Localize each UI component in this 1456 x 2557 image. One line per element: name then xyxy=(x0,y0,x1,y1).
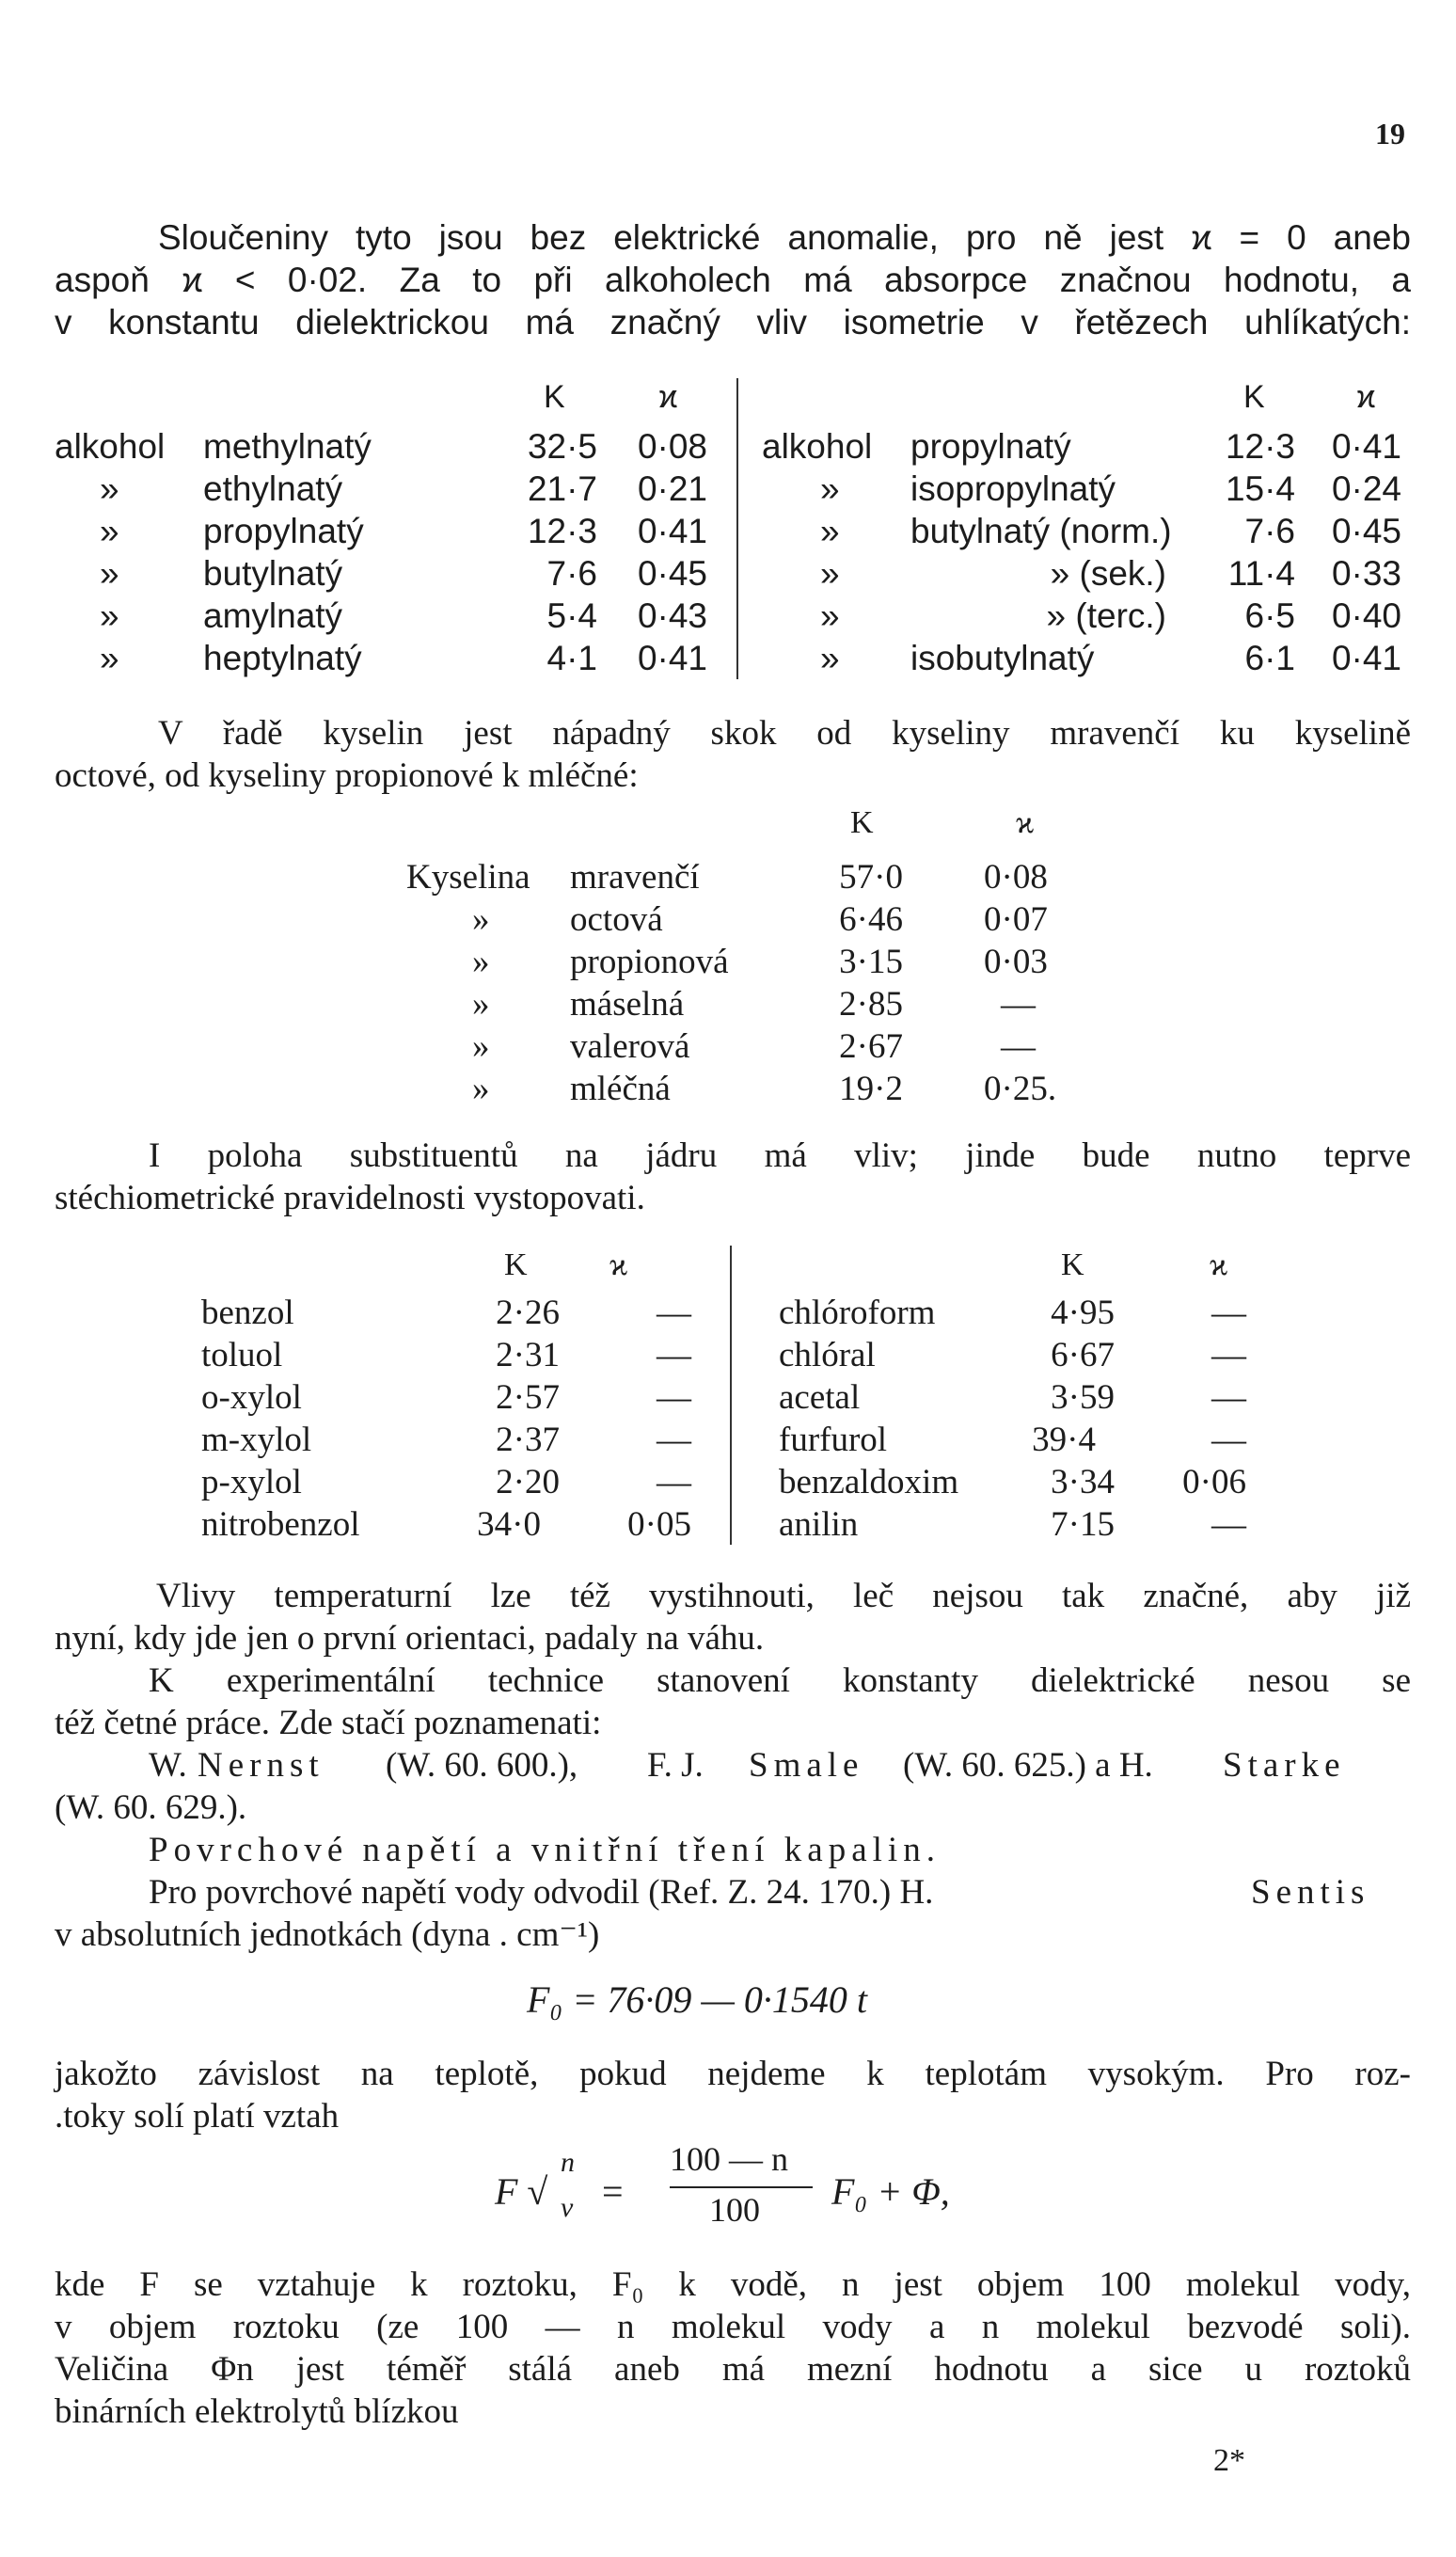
row-kappa: 0·45 xyxy=(637,554,707,593)
row-k: 34·0 xyxy=(477,1505,541,1544)
row-name: ethylnatý xyxy=(203,469,343,508)
row-name: butylnatý (norm.) xyxy=(910,512,1172,550)
row-kappa: 0·41 xyxy=(1331,427,1401,466)
row-prefix: alkohol xyxy=(762,427,873,466)
row-kappa: 0·08 xyxy=(984,858,1048,897)
row-k: 2·26 xyxy=(496,1294,560,1332)
row-prefix: » xyxy=(100,554,119,593)
subst-line-1: I poloha substituentů na jádru má vliv; jinde bude nutno teprve xyxy=(149,1136,1411,1175)
alcohols-right-col-k: K xyxy=(1243,379,1265,415)
row-kappa: 0·06 xyxy=(1182,1463,1246,1501)
final-line-1: kde F se vztahuje k roztoku, F₀ k vodě, n jest objem 100 molekul vody, xyxy=(55,2265,1411,2304)
surface-line-1: Pro povrchové napětí vody odvodil (Ref. Z. 24. 170.) H. xyxy=(149,1873,934,1912)
acids-intro-line-2: octové, od kyseliny propionové k mléčné: xyxy=(55,756,639,795)
row-kappa: — xyxy=(657,1421,691,1459)
row-k: 12·3 xyxy=(527,512,597,550)
subst-line-2: stéchiometrické pravidelnosti vystopovati. xyxy=(55,1179,645,1217)
row-name: o-xylol xyxy=(201,1378,302,1417)
signature-mark: 2* xyxy=(1213,2443,1245,2478)
row-name: isobutylnatý xyxy=(910,639,1095,677)
row-prefix: » xyxy=(820,469,840,508)
row-kappa: — xyxy=(1001,985,1036,1024)
row-kappa: — xyxy=(1001,1027,1036,1066)
row-prefix: » xyxy=(472,943,490,981)
row-k: 11·4 xyxy=(1227,554,1295,593)
row-k: 2·57 xyxy=(496,1378,560,1417)
row-prefix: » xyxy=(100,512,119,550)
row-prefix: alkohol xyxy=(55,427,166,466)
row-name: propionová xyxy=(570,943,729,981)
row-k: 32·5 xyxy=(527,427,597,466)
aromatics-right-col-k: K xyxy=(1061,1247,1084,1282)
surface-line-2: v absolutních jednotkách (dyna . cm⁻¹) xyxy=(55,1915,600,1954)
row-name: acetal xyxy=(779,1378,861,1417)
technique-line-1: K experimentální technice stanovení konstanty dielektrické nesou se xyxy=(149,1661,1411,1700)
row-k: 21·7 xyxy=(527,469,597,508)
formula2-lhs: F √ xyxy=(495,2170,548,2213)
row-k: 7·6 xyxy=(546,554,597,593)
row-kappa: — xyxy=(1211,1378,1246,1417)
row-prefix: » xyxy=(472,985,490,1024)
ref-2: (W. 60. 625.) a H. xyxy=(903,1746,1153,1785)
row-k: 2·85 xyxy=(839,985,903,1024)
row-name: p-xylol xyxy=(201,1463,302,1501)
aromatics-left-col-k: K xyxy=(504,1247,528,1282)
row-k: 19·2 xyxy=(839,1070,903,1108)
row-kappa: 0·41 xyxy=(637,512,707,550)
row-k: 2·31 xyxy=(496,1336,560,1374)
formula2-rad-num: n xyxy=(561,2147,575,2178)
row-kappa: 0·41 xyxy=(637,639,707,677)
row-kappa: 0·08 xyxy=(637,427,707,466)
final-line-2: v objem roztoku (ze 100 — n molekul vody a n molekul bezvodé soli). xyxy=(55,2308,1411,2346)
row-name: » (sek.) xyxy=(1050,554,1166,593)
row-k: 6·5 xyxy=(1244,596,1295,635)
author-sentis: Sentis xyxy=(1251,1873,1370,1912)
row-kappa: 0·25. xyxy=(984,1070,1057,1108)
row-k: 7·6 xyxy=(1244,512,1295,550)
row-kappa: — xyxy=(1211,1294,1246,1332)
row-prefix: » xyxy=(100,639,119,677)
alcohols-left-col-kappa: ϰ xyxy=(658,379,678,415)
row-k: 3·59 xyxy=(1051,1378,1115,1417)
row-prefix: » xyxy=(100,596,119,635)
row-name: benzaldoxim xyxy=(779,1463,959,1501)
row-name: anilin xyxy=(779,1505,859,1544)
formula2-frac-den: 100 xyxy=(709,2191,760,2229)
row-name: heptylnatý xyxy=(203,639,362,677)
row-k: 6·67 xyxy=(1051,1336,1115,1374)
row-kappa: 0·33 xyxy=(1331,554,1401,593)
row-kappa: — xyxy=(657,1463,691,1501)
row-kappa: 0·05 xyxy=(627,1505,691,1544)
row-prefix: Kyselina xyxy=(406,858,530,897)
relation-line-1: jakožto závislost na teplotě, pokud nejdeme k teplotám vysokým. Pro roz- xyxy=(55,2055,1411,2093)
formula2-frac-num: 100 — n xyxy=(670,2140,788,2178)
row-k: 3·34 xyxy=(1051,1463,1115,1501)
row-prefix: » xyxy=(100,469,119,508)
row-kappa: 0·41 xyxy=(1331,639,1401,677)
aromatics-right-col-kappa: ϰ xyxy=(1210,1247,1228,1282)
row-name: methylnatý xyxy=(203,427,372,466)
temp-line-1: Vlivy temperaturní lze též vystihnouti, leč nejsou tak značné, aby již xyxy=(156,1577,1411,1615)
aromatics-divider xyxy=(730,1246,732,1545)
row-name: isopropylnatý xyxy=(910,469,1116,508)
row-k: 6·1 xyxy=(1244,639,1295,677)
row-prefix: » xyxy=(820,596,840,635)
intro-line-1: Sloučeniny tyto jsou bez elektrické anomalie, pro ně jest ϰ = 0 aneb xyxy=(158,218,1411,257)
row-kappa: — xyxy=(1211,1336,1246,1374)
row-prefix: » xyxy=(820,512,840,550)
row-k: 6·46 xyxy=(839,900,903,939)
row-name: mravenčí xyxy=(570,858,700,897)
acids-col-kappa: ϰ xyxy=(1016,805,1035,840)
ref-1: (W. 60. 600.), xyxy=(386,1746,578,1785)
fraction-bar xyxy=(670,2186,813,2188)
row-k: 39·4 xyxy=(1032,1421,1096,1459)
row-prefix: » xyxy=(472,1027,490,1066)
row-name: propylnatý xyxy=(203,512,364,550)
row-k: 5·4 xyxy=(546,596,597,635)
technique-line-2: též četné práce. Zde stačí poznamenati: xyxy=(55,1704,602,1742)
ref-author-nernst: Nernst xyxy=(198,1746,324,1785)
aromatics-left-col-kappa: ϰ xyxy=(609,1247,628,1282)
row-name: butylnatý xyxy=(203,554,343,593)
intro-line-3: v konstantu dielektrickou má značný vliv isometrie v řetězech uhlíkatých: xyxy=(55,303,1411,341)
page-number: 19 xyxy=(1375,117,1405,151)
ref-3: (W. 60. 629.). xyxy=(55,1788,247,1827)
row-k: 4·1 xyxy=(546,639,597,677)
ref-author-smale: Smale xyxy=(749,1746,864,1785)
row-kappa: 0·45 xyxy=(1331,512,1401,550)
row-kappa: — xyxy=(1211,1421,1246,1459)
row-name: m-xylol xyxy=(201,1421,312,1459)
row-k: 4·95 xyxy=(1051,1294,1115,1332)
row-name: máselná xyxy=(570,985,685,1024)
row-kappa: 0·07 xyxy=(984,900,1048,939)
row-name: toluol xyxy=(201,1336,283,1374)
row-k: 57·0 xyxy=(839,858,903,897)
row-prefix: » xyxy=(472,900,490,939)
row-kappa: 0·03 xyxy=(984,943,1048,981)
row-name: chlóral xyxy=(779,1336,876,1374)
row-name: mléčná xyxy=(570,1070,671,1108)
acids-intro-line-1: V řadě kyselin jest nápadný skok od kyseliny mravenčí ku kyselině xyxy=(158,714,1411,753)
row-name: benzol xyxy=(201,1294,294,1332)
row-prefix: » xyxy=(820,554,840,593)
alcohols-left-col-k: K xyxy=(544,379,565,415)
row-k: 2·37 xyxy=(496,1421,560,1459)
formula2-eq: = xyxy=(602,2170,624,2213)
row-name: valerová xyxy=(570,1027,690,1066)
row-name: furfurol xyxy=(779,1421,888,1459)
row-kappa: — xyxy=(657,1294,691,1332)
row-kappa: 0·43 xyxy=(637,596,707,635)
row-name: amylnatý xyxy=(203,596,343,635)
row-name: chlóroform xyxy=(779,1294,936,1332)
row-kappa: — xyxy=(657,1336,691,1374)
row-kappa: — xyxy=(657,1378,691,1417)
row-name: » (terc.) xyxy=(1046,596,1166,635)
ref-w: W. xyxy=(149,1746,187,1785)
row-k: 12·3 xyxy=(1225,427,1295,466)
final-line-4: binárních elektrolytů blízkou xyxy=(55,2392,459,2431)
relation-line-2: .toky solí platí vztah xyxy=(55,2097,340,2136)
row-kappa: — xyxy=(1211,1505,1246,1544)
acids-col-k: K xyxy=(850,805,874,840)
formula2-rhs: F₀ + Φ, xyxy=(831,2170,950,2213)
row-k: 2·67 xyxy=(839,1027,903,1066)
final-line-3: Veličina Φn jest téměř stálá aneb má mezní hodnotu a sice u roztoků xyxy=(55,2350,1411,2389)
ref-fj: F. J. xyxy=(647,1746,704,1785)
row-k: 7·15 xyxy=(1051,1505,1115,1544)
row-kappa: 0·21 xyxy=(637,469,707,508)
row-prefix: » xyxy=(472,1070,490,1108)
formula-surface-tension: F₀ = 76·09 — 0·1540 t xyxy=(527,1978,868,2021)
row-kappa: 0·40 xyxy=(1331,596,1401,635)
row-k: 2·20 xyxy=(496,1463,560,1501)
row-prefix: » xyxy=(820,639,840,677)
intro-line-2: aspoň ϰ < 0·02. Za to při alkoholech má absorpce značnou hodnotu, a xyxy=(55,261,1411,299)
row-name: octová xyxy=(570,900,663,939)
ref-author-starke: Starke xyxy=(1223,1746,1346,1785)
section-heading: Povrchové napětí a vnitřní tření kapalin. xyxy=(149,1831,941,1869)
row-k: 15·4 xyxy=(1225,469,1295,508)
alcohols-right-col-kappa: ϰ xyxy=(1356,379,1376,415)
temp-line-2: nyní, kdy jde jen o první orientaci, padaly na váhu. xyxy=(55,1619,765,1658)
alcohols-divider xyxy=(736,378,738,679)
row-name: nitrobenzol xyxy=(201,1505,360,1544)
row-kappa: 0·24 xyxy=(1331,469,1401,508)
row-name: propylnatý xyxy=(910,427,1071,466)
row-k: 3·15 xyxy=(839,943,903,981)
formula2-rad-den: v xyxy=(561,2192,574,2223)
